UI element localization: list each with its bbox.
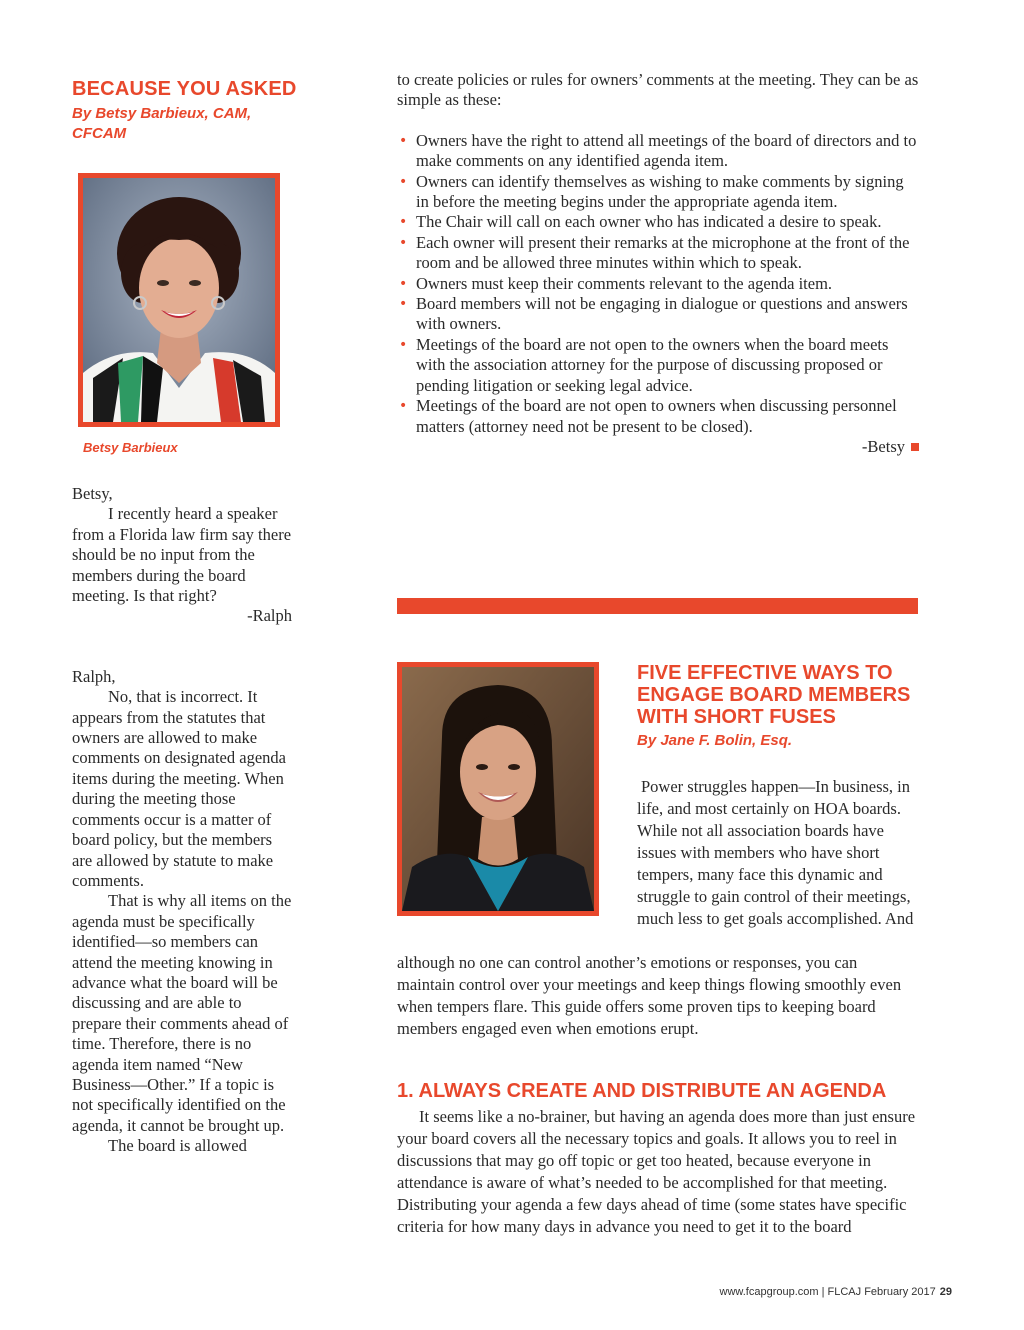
jane-photo [397,662,599,916]
left-column-text [72,484,292,1157]
section-1-body [397,1106,919,1238]
bullet-icon: • [399,234,408,251]
list-item: • Meetings of the board are not open to owners when discussing personnel matters (attorney need not be present to be closed). [399,396,897,436]
answer-paragraph-3: The board is allowed [108,1136,247,1156]
intro-paragraph-part-1: Power struggles happen—In business, in life, and most certainly on HOA boards. While not all association boards have issues with members who have short tempers, many face this dynamic and struggle to gain control of their meetings, much less to get goals accomplished. And [637,777,914,928]
list-item: • Owners must keep their comments relevant to the agenda item. [399,273,833,293]
list-item: • Each owner will present their remarks at the microphone at the front of the room and be allowed three minutes within which to speak. [399,232,910,273]
intro-text-narrow [637,776,922,930]
list-item: • The Chair will call on each owner who has indicated a desire to speak. [399,212,882,232]
bullet-icon: • [399,296,408,313]
bullet-icon: • [399,398,408,415]
question-body: I recently heard a speaker from a Florida law firm say there should be no input from the members during the board meeting. Is that right? [72,504,292,606]
page-number: 29 [939,1286,952,1298]
question-greeting: Betsy, [72,484,113,503]
list-item: • Owners have the right to attend all meetings of the board of directors and to make comments on any identified agenda item. [399,130,917,171]
footer-text: www.fcapgroup.com | FLCAJ February 2017 [719,1286,936,1298]
jane-portrait-illustration [402,667,594,911]
second-article-byline: By Jane F. Bolin, Esq. [637,732,793,749]
answer-signature: -Betsy [397,437,919,457]
left-article-byline: By Betsy Barbieux, CAM, CFCAM [72,105,252,142]
left-article-header [72,76,302,144]
end-mark-icon [911,443,919,451]
section-1-title: 1. ALWAYS CREATE AND DISTRIBUTE AN AGENDA [397,1080,887,1102]
betsy-portrait-illustration [83,178,275,422]
right-continuation [397,70,919,457]
answer-paragraph-2: That is why all items on the agenda must be specifically identified—so members can attend the meeting knowing in advance what the board will be discussing and are able to prepare their comments ahead of time. Therefore, there is no agenda item named “New Business—Other.” If a topic is not specifically identified on the agenda, it cannot be brought up. [72,891,292,1135]
section-divider-bar [397,598,918,614]
bullet-icon: • [399,336,408,353]
list-item: • Owners can identify themselves as wishing to make comments by signing in before the meeting begins under the appropriate agenda item. [399,171,904,212]
bullet-icon: • [399,275,408,292]
left-article-title: BECAUSE YOU ASKED [72,78,297,100]
list-item: • Meetings of the board are not open to the owners when the board meets with the association attorney for the purpose of discussing proposed or pending litigation or seeking legal advice. [399,334,889,395]
intro-paragraph-part-2: although no one can control another’s emotions or responses, you can maintain control over your meetings and keep things flowing smoothly even when tempers flare. This guide offers some proven tips to keeping board members engaged even when emotions erupt. [397,953,902,1038]
intro-text-wide [397,952,919,1040]
list-item: • Board members will not be engaging in dialogue or questions and answers with owners. [399,294,908,334]
section-1-paragraph: It seems like a no-brainer, but having an agenda does more than just ensure your board covers all the necessary topics and goals. It allows you to reel in discussions that may go off topic or get too heated, because everyone in attendance is aware of what’s needed to be accomplished for that meeting. Distributing your agenda a few days ahead of time (some states have specific criteria for how many days in advance you need to get it to the board [397,1107,916,1236]
continuation-lead: to create policies or rules for owners’ comments at the meeting. They can be as simple as these: [397,70,919,110]
bullet-icon: • [399,132,408,149]
betsy-photo-caption: Betsy Barbieux [83,440,178,455]
second-article-header [637,662,927,749]
owner-rules-list [397,131,919,437]
answer-paragraph-1: No, that is incorrect. It appears from the statutes that owners are allowed to make comments on designated agenda items during the meeting. When during the meeting those comments occur is a matter of board policy, but the members are allowed by statute to make comments. [72,687,286,890]
page-footer [720,1286,952,1298]
answer-greeting: Ralph, [72,666,116,686]
betsy-photo [78,173,280,427]
bullet-icon: • [399,214,408,231]
question-signature: -Ralph [247,606,292,626]
bullet-icon: • [399,173,408,190]
second-article-title: FIVE EFFECTIVE WAYS TO ENGAGE BOARD MEMBERS WITH SHORT FUSES [637,662,911,728]
